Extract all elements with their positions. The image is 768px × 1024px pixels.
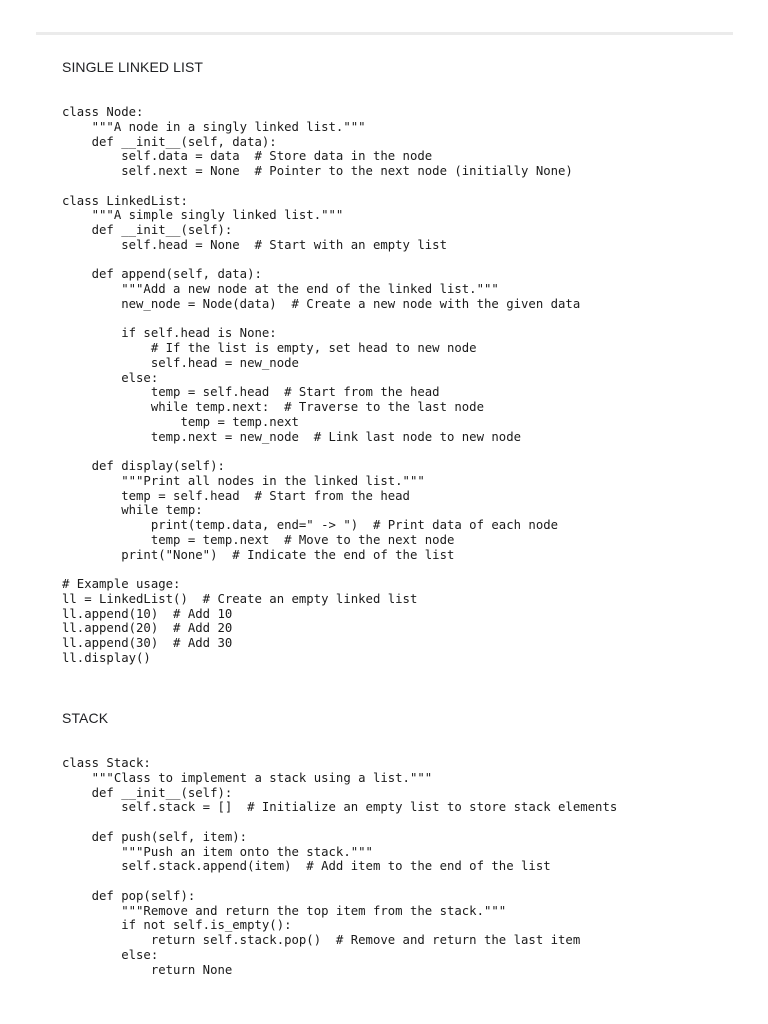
code-line: class Node:: [62, 105, 144, 119]
section-heading-linked-list: SINGLE LINKED LIST: [62, 59, 204, 75]
code-line: [62, 253, 580, 268]
code-line: else:: [62, 947, 159, 962]
code-line: if not self.is_empty():: [62, 918, 292, 933]
code-line: temp = self.head # Start from the head: [62, 385, 440, 400]
code-line: """Push an item onto the stack.""": [62, 844, 373, 859]
code-line: # If the list is empty, set head to new node: [62, 341, 477, 355]
code-line: self.head = None # Start with an empty list: [62, 237, 447, 252]
code-line: def __init__(self):: [62, 223, 233, 237]
code-line: temp = temp.next: [62, 414, 299, 429]
code-line: ll.append(20) # Add 20: [62, 621, 233, 636]
code-line: self.stack = [] # Initialize an empty list to store stack elements: [62, 800, 618, 815]
code-line: [62, 179, 580, 194]
code-line: self.data = data # Store data in the node: [62, 149, 433, 164]
code-line: self.next = None # Pointer to the next node (initially None): [62, 164, 573, 178]
code-line: """Class to implement a stack using a list.""": [62, 770, 433, 785]
code-line: self.stack.append(item) # Add item to the end of the list: [62, 859, 551, 874]
code-line: print(temp.data, end=" -> ") # Print data of each node: [62, 518, 559, 532]
code-line: [62, 562, 580, 577]
code-line: [62, 815, 617, 830]
code-line: """A simple singly linked list.""": [62, 208, 344, 223]
code-line: return self.stack.pop() # Remove and return the last item: [62, 933, 581, 947]
code-line: print("None") # Indicate the end of the list: [62, 547, 455, 562]
code-line: else:: [62, 370, 159, 385]
code-line: """Add a new node at the end of the linked list.""": [62, 282, 499, 296]
code-line: class Stack:: [62, 756, 151, 770]
code-line: [62, 874, 617, 889]
code-line: """Print all nodes in the linked list.""": [62, 473, 425, 488]
section-heading-stack: STACK: [62, 710, 109, 726]
code-line: [62, 312, 580, 327]
code-line: new_node = Node(data) # Create a new node with the given data: [62, 296, 581, 311]
code-line: while temp:: [62, 503, 203, 518]
code-line: def pop(self):: [62, 888, 196, 903]
code-line: def display(self):: [62, 459, 225, 473]
code-block-stack: [62, 756, 617, 977]
code-line: """Remove and return the top item from the stack.""": [62, 903, 507, 918]
code-line: ll.display(): [62, 650, 151, 665]
code-line: temp.next = new_node # Link last node to new node: [62, 429, 522, 444]
code-line: ll = LinkedList() # Create an empty linked list: [62, 591, 418, 606]
code-line: def append(self, data):: [62, 267, 262, 282]
code-block-linked-list: [62, 105, 580, 666]
code-line: return None: [62, 962, 233, 977]
top-divider: [36, 32, 733, 35]
code-line: def __init__(self):: [62, 785, 233, 800]
code-line: self.head = new_node: [62, 355, 299, 370]
code-line: class LinkedList:: [62, 193, 188, 208]
code-line: # Example usage:: [62, 577, 181, 591]
code-line: if self.head is None:: [62, 326, 277, 341]
code-line: ll.append(30) # Add 30: [62, 636, 233, 650]
code-line: """A node in a singly linked list.""": [62, 119, 366, 134]
code-line: def __init__(self, data):: [62, 134, 277, 149]
code-line: temp = self.head # Start from the head: [62, 488, 410, 503]
code-line: def push(self, item):: [62, 829, 248, 844]
code-line: while temp.next: # Traverse to the last node: [62, 400, 484, 414]
code-line: ll.append(10) # Add 10: [62, 606, 233, 621]
code-line: temp = temp.next # Move to the next node: [62, 532, 455, 547]
code-line: [62, 444, 580, 459]
